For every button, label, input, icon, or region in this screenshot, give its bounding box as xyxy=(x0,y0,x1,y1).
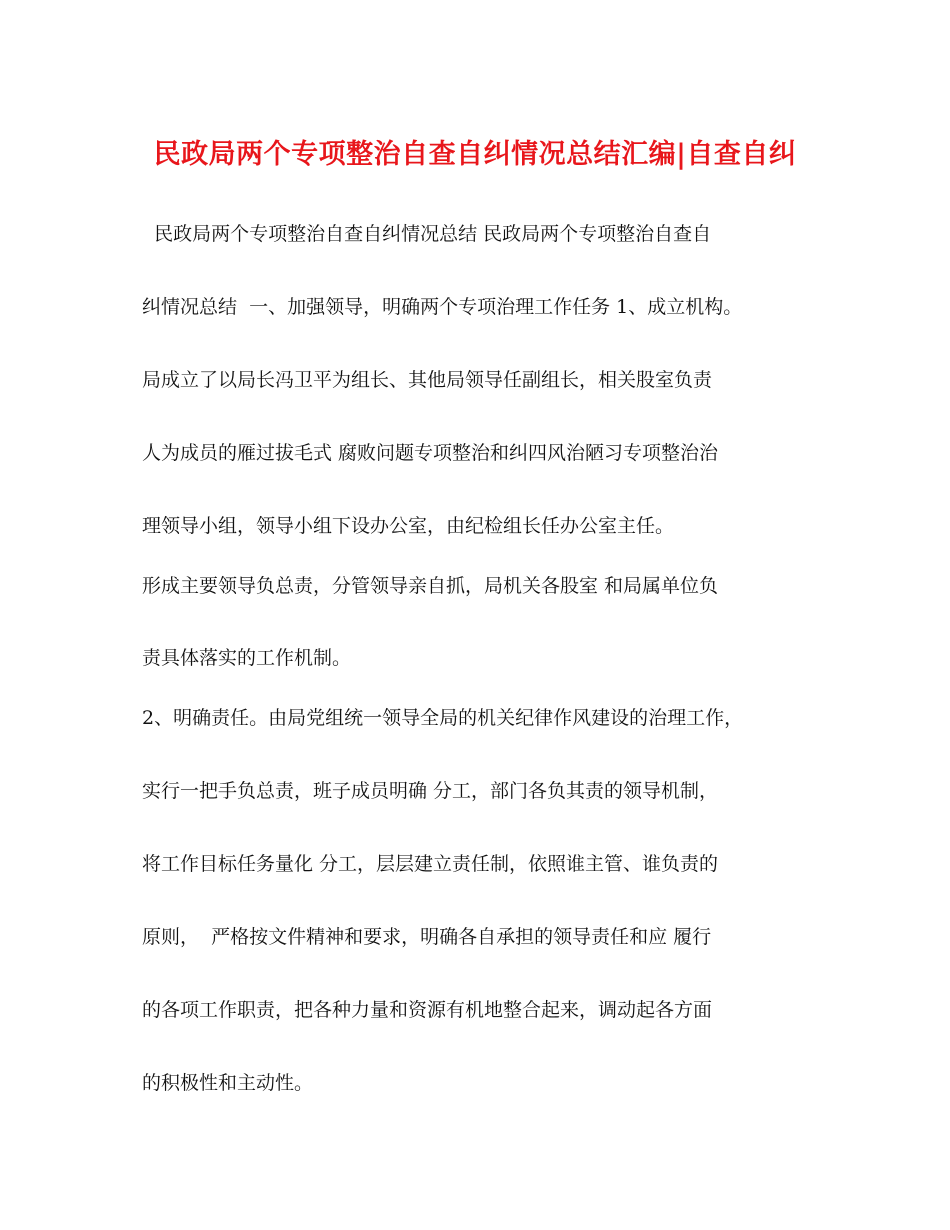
paragraph-line-8: 2、明确责任。由局党组统一领导全局的机关纪律作风建设的治理工作， xyxy=(142,707,744,729)
paragraph-line-12: 的各项工作职责，把各种力量和资源有机地整合起来，调动起各方面 xyxy=(142,999,713,1021)
paragraph-line-9: 实行一把手负总责，班子成员明确 分工，部门各负其责的领导机制， xyxy=(142,780,719,802)
paragraph-line-6: 形成主要领导负总责，分管领导亲自抓，局机关各股室 和局属单位负 xyxy=(142,575,719,597)
paragraph-line-1: 民政局两个专项整治自查自纠情况总结 民政局两个专项整治自查自 xyxy=(142,223,712,245)
paragraph-line-7: 责具体落实的工作机制。 xyxy=(142,647,352,669)
paragraph-line-4: 人为成员的雁过拔毛式 腐败问题专项整治和纠四风治陋习专项整治治 xyxy=(142,442,719,464)
paragraph-line-3: 局成立了以局长冯卫平为组长、其他局领导任副组长，相关股室负责 xyxy=(142,369,713,391)
paragraph-line-10: 将工作目标任务量化 分工，层层建立责任制，依照谁主管、谁负责的 xyxy=(142,853,719,875)
paragraph-line-5: 理领导小组，领导小组下设办公室，由纪检组长任办公室主任。 xyxy=(142,515,675,537)
paragraph-line-13: 的积极性和主动性。 xyxy=(142,1072,314,1094)
document-title: 民政局两个专项整治自查自纠情况总结汇编|自查自纠 xyxy=(153,139,797,170)
paragraph-line-2: 纠情况总结 一、加强领导，明确两个专项治理工作任务 1、成立机构。 xyxy=(142,296,743,318)
paragraph-line-11: 原则， 严格按文件精神和要求，明确各自承担的领导责任和应 履行 xyxy=(142,926,712,948)
